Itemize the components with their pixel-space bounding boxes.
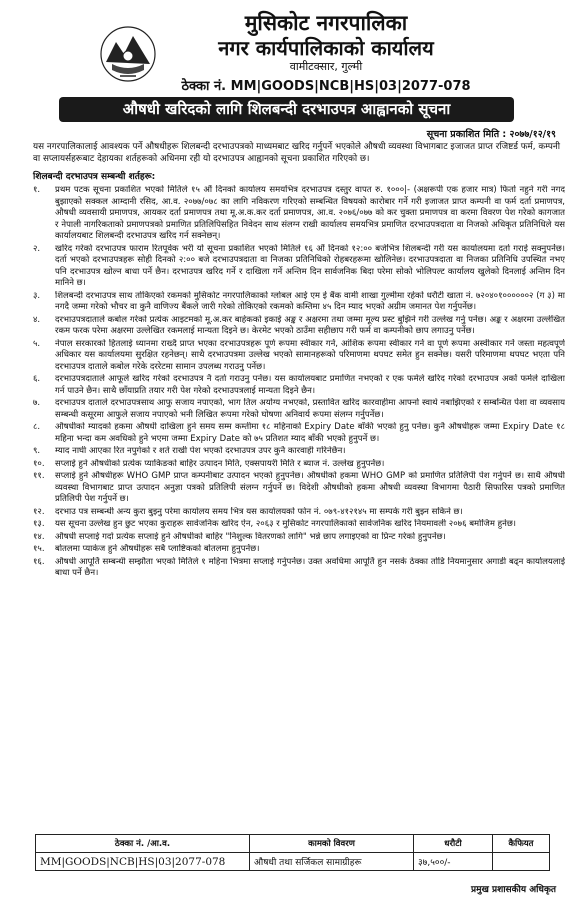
list-item — [33, 398, 565, 421]
term-number: १५. — [33, 544, 45, 554]
section-title: शिलबन्दी दरभाउपत्र सम्बन्धी शर्तहरू: — [33, 172, 156, 182]
term-number: ३. — [33, 290, 41, 301]
col-header-contract: ठेक्का नं. /आ.व. — [36, 835, 250, 853]
cell-contract-number: MM|GOODS|NCB|HS|03|2077-078 — [36, 853, 250, 871]
list-item — [33, 422, 565, 445]
intro-paragraph: यस नगरपालिकालाई आवश्यक पर्ने औषधीहरू शिलबन्दी दरभाउपत्रको माध्यमबाट खरिद गर्नुपर्ने भएकोले औषधी व्यवस्था विभागबाट इजाजत प्राप्त रजिष्टर्ड फर्म, कम्पनी वा सप्लायर्सहरूबाट देहायका शर्तहरूको अधिनमा रही यो दरभाउपत्र आह्वानको सूचना प्रकाशित गरिएको छ। — [33, 142, 561, 164]
term-text: दरभाउ पत्र सम्बन्धी अन्य कुरा बुझ्नु परेमा कार्यालय समय भित्र यस कार्यालयको फोन नं. ०७९-४१२१४५ मा सम्पर्क गरी बुझ्न सकिने छ। — [55, 506, 463, 517]
col-header-remarks: कैफियत — [493, 835, 550, 853]
term-text: दरभाउपत्र दाताले दरभाउपत्रसाथ आफु सजाय नपाएको, भाग तिल अयोग्य नभएको, प्रस्तावित खरिद कारवाहीमा आफ्नो स्वार्थ नबाझिएको र सम्बन्धित पेशा वा व्यवसाय सम्बन्धी कसूरमा आफुले सजाय नपाएको भनी लिखित रूपमा गरेको घोषणा अनिवार्य रूपमा संलग्न गर्नुपर्नेछ। — [55, 398, 565, 420]
term-text: दरभाउपत्रदाताले कबोल गरेको प्रत्येक आइटमको मू.अ.कर बाहेकको इकाई अङ्क र अक्षरमा तथा जम्मा मूल्य प्रस्ट बुझिने गरी उल्लेख गर्नु पर्नेछ। अङ्क र अक्षरमा उल्लेखित रकम फरक परेमा अक्षरमा उल्लेखित रकमलाई मान्यता दिइने छ। केरमेट भएको ठाउँमा सहीछाप गरी फर्म वा कम्पनीको छाप लगाउनु पर्नेछ। — [55, 314, 565, 336]
publish-date: सूचना प्रकाशित मिति : २०७७/१२/१९ — [426, 129, 556, 140]
list-item — [33, 557, 565, 580]
term-text: बोतलमा प्याकेज हुने औषधीहरू सबै प्लाष्टिकको बोतलमा हुनुपर्नेछ। — [55, 544, 260, 554]
list-item — [33, 519, 565, 531]
term-number: ९. — [33, 446, 41, 456]
term-text: नेपाल सरकारको हितलाई ध्यानमा राख्दै प्राप्त भएका दरभाउपत्रहरू पूर्ण रूपमा स्वीकार गर्ने, आंशिक रूपमा स्वीकार गर्ने वा पूर्ण रूपमा अस्वीकार गर्ने जस्ता महत्वपूर्ण अधिकार यस कार्यालयमा सुरक्षित रहनेछन्। साथै दरभाउपत्रमा उल्लेख भएको सामानहरूको परिमाणमा थपघट समेत हुन सक्नेछ। यसरी परिमाणमा थपघट भएता पनि दरभाउपत्र दाताले कबोल गरेके दररेटमा सामान उपलब्ध गराउनु पर्नेछ। — [55, 338, 565, 372]
cell-description: औषधी तथा सर्जिकल सामाग्रीहरू — [250, 853, 414, 871]
list-item — [33, 185, 565, 243]
terms-list — [33, 185, 565, 581]
term-number: २. — [33, 243, 41, 254]
term-number: ७. — [33, 398, 41, 408]
list-item — [33, 291, 565, 314]
term-number: ११. — [33, 471, 45, 481]
term-number: ४. — [33, 314, 41, 325]
list-item — [33, 374, 565, 397]
term-text: सप्लाई हुने औषधीहरू WHO GMP प्राप्त कम्पनीबाट उत्पादन भएको हुनुपर्नेछ। औषधीको हकमा WHO GMP को प्रमाणित प्रतिलिपी पेश गर्नुपर्ने छ। साथै औषधी व्यवस्था विभागबाट प्राप्त उत्पादन अनुज्ञा पत्रको प्रतिलिपी संलग्न गर्नुपर्ने छ। विदेशी औषधीको हकमा औषधी व्यवस्था विभागमा पैठारी सिफारिस पत्रको प्रमाणित प्रतिलिपी पेश गर्नुपर्ने छ। — [55, 471, 565, 504]
list-item — [33, 244, 565, 290]
term-number: १२. — [33, 506, 45, 517]
term-text: सप्लाई हुने औषधीको प्रत्येक प्याकिङको बाहिर उत्पादन मिति, एक्सपायरी मिति र ब्याज नं. उल्लेख हुनुपर्नेछ। — [55, 458, 385, 469]
term-text: औषधी सप्लाई गर्दा प्रत्येक सप्लाई हुने औषधीको बाहिर "निशुल्क वितरणको लागि" भन्ने छाप लगाइएको वा प्रिन्ट गरेको हुनुपर्नेछ। — [55, 531, 446, 542]
list-item — [33, 471, 565, 506]
term-number: ५. — [33, 338, 41, 349]
term-text: खरिद गरेको दरभाउपत्र फाराम रितपूर्वक भरी यो सूचना प्रकाशित भएको मितिले १६ औं दिनको १२:०० बजेभित्र शिलबन्दी गरी यस कार्यालयमा दर्ता गराई सक्नुपर्नेछ। दर्ता भएको दरभाउपत्रहरू सोही दिनको २:०० बजे दरभाउपत्रदाता वा निजका प्रतिनिधिको रोहबरहरूमा खोलिनेछ। दरभाउपत्रदाता वा निजका प्रतिनिधि उपस्थित नभए पनि दरभाउपत्र खोल्न बाधा पर्ने छैन। दरभाउपत्र खरिद गर्ने र दाखिला गर्ने अन्तिम दिन सार्वजनिक बिदा परेमा सोको भोलिपल्ट कार्यालय खुलेको दिनलाई अन्तिम दिन मानिने छ। — [55, 243, 565, 288]
municipality-name: मुसिकोट नगरपालिका — [244, 11, 408, 35]
office-name: नगर कार्यपालिकाको कार्यालय — [218, 36, 434, 60]
term-text: यस सूचना उल्लेख हुन छुट भएका कुराहरू सार्वजनिक खरिद ऐन, २०६३ र मुसिकोट नगरपालिकाको सार्वजनिक खरिद नियमावली २०७६ बमोजिम हुनेछ। — [55, 519, 517, 529]
term-text: शिलबन्दी दरभाउपत्र साथ तोकिएको रकमको मुसिकोट नगरपालिकाको ग्लोबल आई एम ई बैंक वामी शाखा गुल्मीमा रहेको धरौटी खाता नं. ७२०४०१००००००२ (ग ३) मा नगदै जम्मा गरेको भौचर वा कुनै वाणिज्य बैंकले जारी गरेको तोकिएको रकमको कम्तिमा ४५ दिन म्याद भएको अग्रीम जमानत पेश गर्नुपर्नेछ। — [55, 290, 565, 312]
signer-title: प्रमुख प्रशासकीय अधिकृत — [470, 885, 556, 895]
term-text: औषधीको म्यादको हकमा औषधी दाखिला हुने समय सम्म कम्तीमा १८ महिनाको Expiry Date बाँकी भएको हुनु पर्नेछ। कुनै औषधीहरू जम्मा Expiry Date १८ महिना भन्दा कम अवधिको हुने भएमा जम्मा Expiry Date को ७५ प्रतिशत म्याद बाँकी भएको हुनुपर्ने छ। — [55, 422, 565, 444]
term-number: १. — [33, 185, 41, 195]
term-number: ६. — [33, 374, 41, 384]
table-row — [36, 853, 550, 871]
term-number: १०. — [33, 458, 45, 469]
term-number: १६. — [33, 556, 45, 567]
list-item — [33, 339, 565, 374]
col-header-description: कामको विवरण — [250, 835, 414, 853]
contract-table — [35, 834, 550, 871]
col-header-deposit: धरौटी — [414, 835, 493, 853]
list-item — [33, 532, 565, 544]
table-header-row — [36, 835, 550, 853]
contract-number: ठेक्का नं. MM|GOODS|NCB|HS|03|2077-078 — [181, 79, 471, 94]
term-number: ८. — [33, 422, 41, 432]
cell-deposit: ३७,५००/- — [414, 853, 493, 871]
term-text: औषधी आपूर्ति सम्बन्धी सम्झौता भएको मितिले १ महिना भित्रमा सप्लाई गर्नुपर्नेछ। उक्त अवधिमा आपूर्ति हुन नसके ठेक्का तोडि नियमानुसार अगाडी बढ्न कार्यालयलाई बाधा पर्ने छैन। — [55, 556, 565, 578]
term-text: प्रथम पटक सूचना प्रकाशित भएको मितिले १५ औं दिनको कार्यालय समयभित्र दरभाउपत्र दस्तुर वापत रु. १०००|- (अक्षरूपी एक हजार मात्र) फिर्ता नहुने गरी नगद बुझाएको सक्कल आम्दानी रसिद, आ.व. २०७७/०७८ का लागि नविकरण गरिएको सम्बन्धित विषयको कारोबार गर्ने गरी इजाजत प्राप्त कम्पनी वा फर्म दर्ता प्रमाणपत्र, औषधी व्यवसायी प्रमाणपत्र, आयकर दर्ता प्रमाणपत्र तथा मू.अ.क.कर दर्ता प्रमाणपत्र, आ.व. २०७६/०७७ को कर चुक्ता प्रमाणपत्र वा करमा विवरण पेश गरेको कागजात र नेपाली नागरिकताको प्रमाणपत्रको प्रमाणित प्रतिलिपिसहित निवेदन साथ संलग्न राखी कार्यालय समयभित्र प्रमाणित दरभाउपत्रदाता वा निजको अधिकृत प्रतिनिधिले यस कार्यालयबाट शिलबन्दी दरभाउपत्र खरिद गर्न सक्नेछन्। — [55, 185, 565, 241]
term-text: म्याद नाघी आएका रित नपुगेको र शर्त राखी पेश भएको दरभाउपत्र उपर कुनै कारवाही गरिनेछैन। — [55, 446, 346, 456]
office-location: वामीटक्सार, गुल्मी — [289, 60, 363, 73]
term-number: १३. — [33, 519, 45, 529]
list-item — [33, 544, 565, 556]
list-item — [33, 459, 565, 471]
cell-remarks — [493, 853, 550, 871]
term-text: दरभाउपत्रदाताले आफूले खरिद गरेको दरभाउपत्र नै दर्ता गराउनु पर्नेछ। यस कार्यालयबाट प्रमाणित नभएको र एक फर्मले खरिद गरेको दरभाउपत्र अर्को फर्मले दाखिला गर्न पाउने छैन। साथै छाँयाप्रति तयार गरी पेश गरेको दरभाउपत्रलाई मान्यता दिइने छैन। — [55, 374, 565, 396]
term-number: १४. — [33, 531, 45, 542]
list-item — [33, 446, 565, 458]
list-item — [33, 315, 565, 338]
list-item — [33, 507, 565, 519]
notice-title-banner: औषधी खरिदको लागि शिलबन्दी दरभाउपत्र आह्वानको सूचना — [59, 97, 514, 122]
